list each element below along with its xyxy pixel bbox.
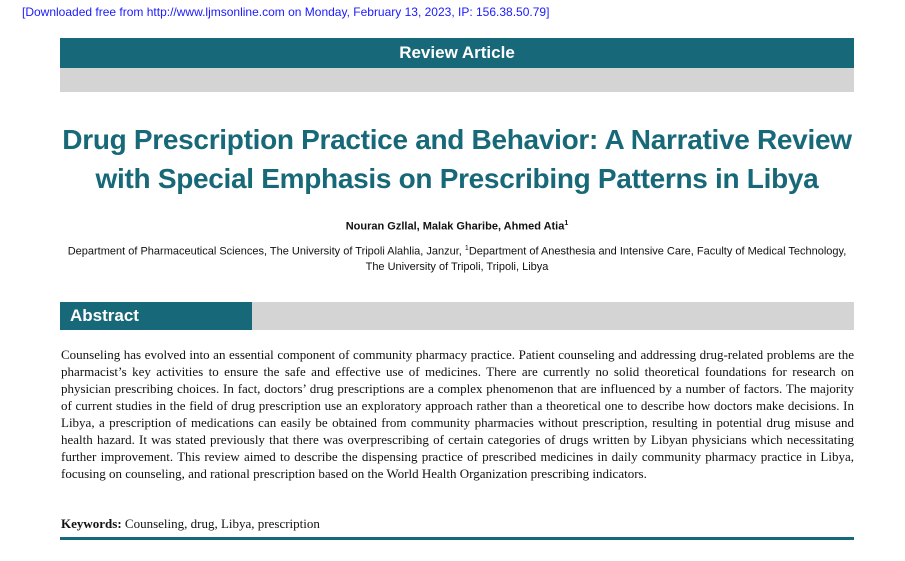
bottom-rule	[60, 537, 854, 540]
title-line-2: with Special Emphasis on Prescribing Patterns in Libya	[95, 163, 819, 194]
banner-grey-band	[60, 68, 854, 92]
authors-text: Nouran Gzllal, Malak Gharibe, Ahmed Atia	[345, 220, 565, 233]
affiliation-part-2: Department of Anesthesia and Intensive Care, Faculty of Medical Technology, The University of Tripoli, Tripoli, Libya	[365, 245, 847, 273]
abstract-header-bar	[60, 302, 854, 330]
download-note: [Downloaded free from http://www.ljmsonline.com on Monday, February 13, 2023, IP: 156.38.50.79]	[22, 5, 550, 19]
abstract-heading: Abstract	[60, 302, 252, 330]
article-title	[40, 120, 874, 198]
abstract-body: Counseling has evolved into an essential component of community pharmacy practice. Patient counseling and addressing drug-related problems are the pharmacist’s key activities to ensure the safe and effective use of medicines. There are currently no solid theoretical foundations for research on physician prescribing choices. In fact, doctors’ drug prescriptions are a complex phenomenon that are influenced by a number of factors. The majority of current studies in the field of drug prescription use an exploratory approach rather than a theoretical one to describe how doctors make decisions. In Libya, a prescription of medications can easily be obtained from community pharmacies without prescription, resulting in potential drug misuse and health hazard. It was stated previously that there was overprescribing of certain categories of drugs written by Libyan physicians which necessitating further improvement. This review aimed to describe the dispensing practice of prescribed medicines in daily community pharmacy practice in Libya, focusing on counseling, and rational prescription based on the World Health Organization prescribing indicators.	[61, 347, 854, 481]
affiliation-superscript: 1	[464, 245, 469, 252]
affiliation-part-1: Department of Pharmaceutical Sciences, The University of Tripoli Alahlia, Janzur,	[67, 245, 465, 258]
author-superscript: 1	[564, 220, 569, 227]
author-list	[60, 220, 854, 233]
keywords-text: Counseling, drug, Libya, prescription	[121, 516, 320, 531]
title-line-1: Drug Prescription Practice and Behavior: A Narrative Review	[62, 124, 852, 155]
keywords-label: Keywords:	[61, 516, 122, 531]
affiliations	[62, 241, 852, 275]
article-type-banner: Review Article	[60, 38, 854, 68]
keywords	[61, 516, 854, 532]
